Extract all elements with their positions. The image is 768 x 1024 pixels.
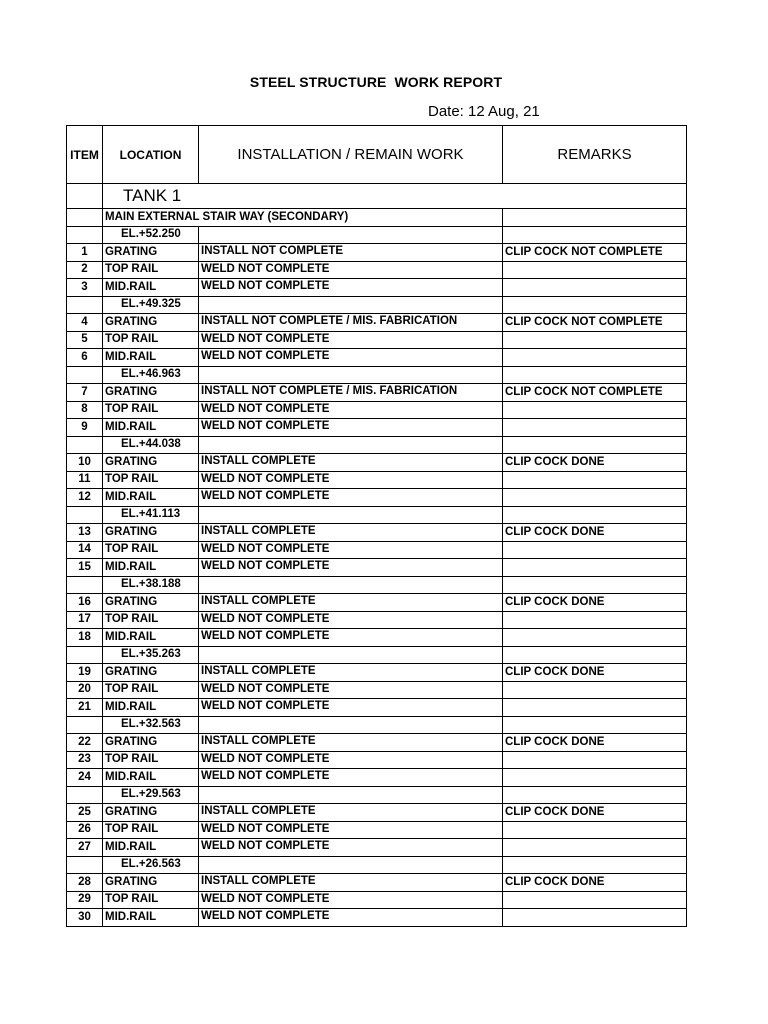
location-cell: TOP RAIL — [103, 681, 199, 699]
remarks-cell — [503, 856, 687, 874]
installation-cell — [199, 576, 503, 594]
item-number: 27 — [67, 839, 103, 857]
elevation-label: EL.+38.188 — [103, 576, 199, 594]
remarks-cell — [503, 331, 687, 349]
location-cell: MID.RAIL — [103, 279, 199, 297]
header-item: ITEM — [67, 126, 103, 184]
remarks-cell — [503, 366, 687, 384]
table-row — [67, 261, 687, 279]
item-number — [67, 576, 103, 594]
installation-cell: WELD NOT COMPLETE — [199, 261, 503, 279]
installation-cell — [199, 226, 503, 244]
remarks-cell — [503, 769, 687, 787]
location-cell: GRATING — [103, 244, 199, 262]
item-number — [67, 366, 103, 384]
installation-cell — [199, 296, 503, 314]
work-report-table — [66, 125, 687, 927]
remarks-cell: CLIP COCK DONE — [503, 804, 687, 822]
remarks-cell — [503, 541, 687, 559]
table-row — [67, 769, 687, 787]
remarks-cell: CLIP COCK NOT COMPLETE — [503, 244, 687, 262]
installation-cell: WELD NOT COMPLETE — [199, 699, 503, 717]
table-row — [67, 419, 687, 437]
item-number — [67, 646, 103, 664]
item-number: 10 — [67, 454, 103, 472]
item-number: 6 — [67, 349, 103, 367]
installation-cell: INSTALL NOT COMPLETE — [199, 244, 503, 262]
elevation-label: EL.+32.563 — [103, 716, 199, 734]
item-number: 12 — [67, 489, 103, 507]
installation-cell: WELD NOT COMPLETE — [199, 331, 503, 349]
item-number: 28 — [67, 874, 103, 892]
remarks-cell — [503, 489, 687, 507]
item-number — [67, 716, 103, 734]
item-number: 25 — [67, 804, 103, 822]
location-cell: MID.RAIL — [103, 909, 199, 927]
item-number: 5 — [67, 331, 103, 349]
location-cell: MID.RAIL — [103, 419, 199, 437]
installation-cell — [199, 366, 503, 384]
item-number: 14 — [67, 541, 103, 559]
table-row — [67, 331, 687, 349]
header-installation: INSTALLATION / REMAIN WORK — [199, 126, 503, 184]
installation-cell: INSTALL NOT COMPLETE / MIS. FABRICATION — [199, 314, 503, 332]
item-number — [67, 786, 103, 804]
installation-cell: WELD NOT COMPLETE — [199, 891, 503, 909]
tank-row — [67, 184, 687, 209]
item-number — [67, 226, 103, 244]
item-number: 18 — [67, 629, 103, 647]
installation-cell: INSTALL COMPLETE — [199, 664, 503, 682]
installation-cell: WELD NOT COMPLETE — [199, 629, 503, 647]
table-row — [67, 874, 687, 892]
remarks-cell — [503, 261, 687, 279]
installation-cell: WELD NOT COMPLETE — [199, 839, 503, 857]
installation-cell: WELD NOT COMPLETE — [199, 611, 503, 629]
table-row — [67, 629, 687, 647]
section-row — [67, 209, 687, 227]
location-cell: MID.RAIL — [103, 629, 199, 647]
remarks-cell — [503, 681, 687, 699]
remarks-cell — [503, 646, 687, 664]
work-report-body — [67, 126, 687, 927]
item-number: 17 — [67, 611, 103, 629]
table-row — [67, 314, 687, 332]
table-row — [67, 471, 687, 489]
remarks-cell: CLIP COCK DONE — [503, 664, 687, 682]
item-number — [67, 436, 103, 454]
remarks-cell: CLIP COCK NOT COMPLETE — [503, 384, 687, 402]
section-label: MAIN EXTERNAL STAIR WAY (SECONDARY) — [103, 209, 503, 227]
table-row — [67, 401, 687, 419]
table-row — [67, 244, 687, 262]
item-number: 3 — [67, 279, 103, 297]
remarks-cell — [503, 751, 687, 769]
location-cell: TOP RAIL — [103, 611, 199, 629]
item-number: 29 — [67, 891, 103, 909]
tank-label: TANK 1 — [103, 184, 687, 209]
location-cell: MID.RAIL — [103, 489, 199, 507]
installation-cell — [199, 786, 503, 804]
installation-cell: INSTALL COMPLETE — [199, 454, 503, 472]
item-number: 2 — [67, 261, 103, 279]
remarks-cell — [503, 611, 687, 629]
installation-cell: WELD NOT COMPLETE — [199, 681, 503, 699]
report-date: Date: 12 Aug, 21 — [428, 103, 540, 120]
remarks-cell: CLIP COCK DONE — [503, 524, 687, 542]
elevation-label: EL.+52.250 — [103, 226, 199, 244]
header-row — [67, 126, 687, 184]
installation-cell: INSTALL COMPLETE — [199, 874, 503, 892]
location-cell: GRATING — [103, 384, 199, 402]
remarks-cell — [503, 839, 687, 857]
table-row — [67, 384, 687, 402]
location-cell: TOP RAIL — [103, 541, 199, 559]
item-number: 15 — [67, 559, 103, 577]
location-cell: MID.RAIL — [103, 559, 199, 577]
location-cell: TOP RAIL — [103, 401, 199, 419]
remarks-cell: CLIP COCK DONE — [503, 454, 687, 472]
installation-cell: WELD NOT COMPLETE — [199, 401, 503, 419]
table-row — [67, 821, 687, 839]
installation-cell: WELD NOT COMPLETE — [199, 419, 503, 437]
item-number: 19 — [67, 664, 103, 682]
elevation-label: EL.+46.963 — [103, 366, 199, 384]
location-cell: GRATING — [103, 804, 199, 822]
location-cell: GRATING — [103, 874, 199, 892]
location-cell: MID.RAIL — [103, 699, 199, 717]
remarks-cell — [503, 891, 687, 909]
remarks-cell — [503, 279, 687, 297]
table-row — [67, 909, 687, 927]
remarks-cell — [503, 296, 687, 314]
table-row — [67, 751, 687, 769]
installation-cell: INSTALL COMPLETE — [199, 524, 503, 542]
location-cell: GRATING — [103, 454, 199, 472]
installation-cell: WELD NOT COMPLETE — [199, 471, 503, 489]
table-row — [67, 664, 687, 682]
item-number — [67, 856, 103, 874]
elevation-row — [67, 646, 687, 664]
installation-cell — [199, 646, 503, 664]
installation-cell: WELD NOT COMPLETE — [199, 489, 503, 507]
elevation-row — [67, 786, 687, 804]
table-row — [67, 839, 687, 857]
remarks-cell — [503, 576, 687, 594]
location-cell: GRATING — [103, 734, 199, 752]
table-row — [67, 611, 687, 629]
table-row — [67, 349, 687, 367]
item-number: 13 — [67, 524, 103, 542]
report-title: STEEL STRUCTURE WORK REPORT — [249, 74, 503, 90]
location-cell: MID.RAIL — [103, 839, 199, 857]
item-number: 30 — [67, 909, 103, 927]
location-cell: GRATING — [103, 524, 199, 542]
remarks-cell — [503, 401, 687, 419]
item-number: 24 — [67, 769, 103, 787]
remarks-cell — [503, 559, 687, 577]
remarks-cell — [503, 699, 687, 717]
table-row — [67, 699, 687, 717]
remarks-cell — [503, 629, 687, 647]
installation-cell: WELD NOT COMPLETE — [199, 349, 503, 367]
item-number: 16 — [67, 594, 103, 612]
item-number: 26 — [67, 821, 103, 839]
location-cell: TOP RAIL — [103, 471, 199, 489]
installation-cell: WELD NOT COMPLETE — [199, 909, 503, 927]
item-number — [67, 506, 103, 524]
location-cell: GRATING — [103, 314, 199, 332]
elevation-row — [67, 576, 687, 594]
item-number: 7 — [67, 384, 103, 402]
installation-cell — [199, 716, 503, 734]
table-row — [67, 804, 687, 822]
item-number: 9 — [67, 419, 103, 437]
table-row — [67, 681, 687, 699]
location-cell: TOP RAIL — [103, 821, 199, 839]
elevation-row — [67, 856, 687, 874]
installation-cell: WELD NOT COMPLETE — [199, 279, 503, 297]
location-cell: TOP RAIL — [103, 261, 199, 279]
elevation-label: EL.+35.263 — [103, 646, 199, 664]
elevation-label: EL.+29.563 — [103, 786, 199, 804]
installation-cell — [199, 506, 503, 524]
elevation-row — [67, 226, 687, 244]
remarks-cell: CLIP COCK NOT COMPLETE — [503, 314, 687, 332]
item-number: 23 — [67, 751, 103, 769]
table-row — [67, 279, 687, 297]
table-row — [67, 541, 687, 559]
remarks-cell — [503, 821, 687, 839]
remarks-cell — [503, 419, 687, 437]
elevation-row — [67, 716, 687, 734]
item-number: 4 — [67, 314, 103, 332]
installation-cell: WELD NOT COMPLETE — [199, 559, 503, 577]
location-cell: MID.RAIL — [103, 349, 199, 367]
installation-cell: WELD NOT COMPLETE — [199, 769, 503, 787]
item-number — [67, 296, 103, 314]
installation-cell — [199, 856, 503, 874]
elevation-row — [67, 366, 687, 384]
table-row — [67, 454, 687, 472]
installation-cell: INSTALL NOT COMPLETE / MIS. FABRICATION — [199, 384, 503, 402]
item-number: 20 — [67, 681, 103, 699]
header-remarks: REMARKS — [503, 126, 687, 184]
table-row — [67, 524, 687, 542]
elevation-row — [67, 296, 687, 314]
location-cell: GRATING — [103, 664, 199, 682]
item-number: 11 — [67, 471, 103, 489]
table-row — [67, 559, 687, 577]
remarks-cell — [503, 436, 687, 454]
installation-cell: INSTALL COMPLETE — [199, 594, 503, 612]
location-cell: TOP RAIL — [103, 331, 199, 349]
item-number: 1 — [67, 244, 103, 262]
section-item-cell — [67, 209, 103, 227]
item-number: 21 — [67, 699, 103, 717]
location-cell: TOP RAIL — [103, 891, 199, 909]
remarks-cell — [503, 716, 687, 734]
remarks-cell — [503, 226, 687, 244]
elevation-label: EL.+41.113 — [103, 506, 199, 524]
tank-item-cell — [67, 184, 103, 209]
elevation-label: EL.+44.038 — [103, 436, 199, 454]
remarks-cell: CLIP COCK DONE — [503, 874, 687, 892]
installation-cell: INSTALL COMPLETE — [199, 734, 503, 752]
location-cell: GRATING — [103, 594, 199, 612]
table-row — [67, 891, 687, 909]
table-row — [67, 734, 687, 752]
elevation-row — [67, 436, 687, 454]
section-remarks-cell — [503, 209, 687, 227]
installation-cell: WELD NOT COMPLETE — [199, 541, 503, 559]
remarks-cell — [503, 786, 687, 804]
installation-cell: WELD NOT COMPLETE — [199, 821, 503, 839]
table-row — [67, 489, 687, 507]
remarks-cell: CLIP COCK DONE — [503, 594, 687, 612]
remarks-cell — [503, 349, 687, 367]
elevation-row — [67, 506, 687, 524]
location-cell: MID.RAIL — [103, 769, 199, 787]
remarks-cell: CLIP COCK DONE — [503, 734, 687, 752]
installation-cell: INSTALL COMPLETE — [199, 804, 503, 822]
remarks-cell — [503, 909, 687, 927]
item-number: 22 — [67, 734, 103, 752]
installation-cell: WELD NOT COMPLETE — [199, 751, 503, 769]
remarks-cell — [503, 506, 687, 524]
table-row — [67, 594, 687, 612]
location-cell: TOP RAIL — [103, 751, 199, 769]
remarks-cell — [503, 471, 687, 489]
elevation-label: EL.+49.325 — [103, 296, 199, 314]
item-number: 8 — [67, 401, 103, 419]
header-location: LOCATION — [103, 126, 199, 184]
installation-cell — [199, 436, 503, 454]
elevation-label: EL.+26.563 — [103, 856, 199, 874]
